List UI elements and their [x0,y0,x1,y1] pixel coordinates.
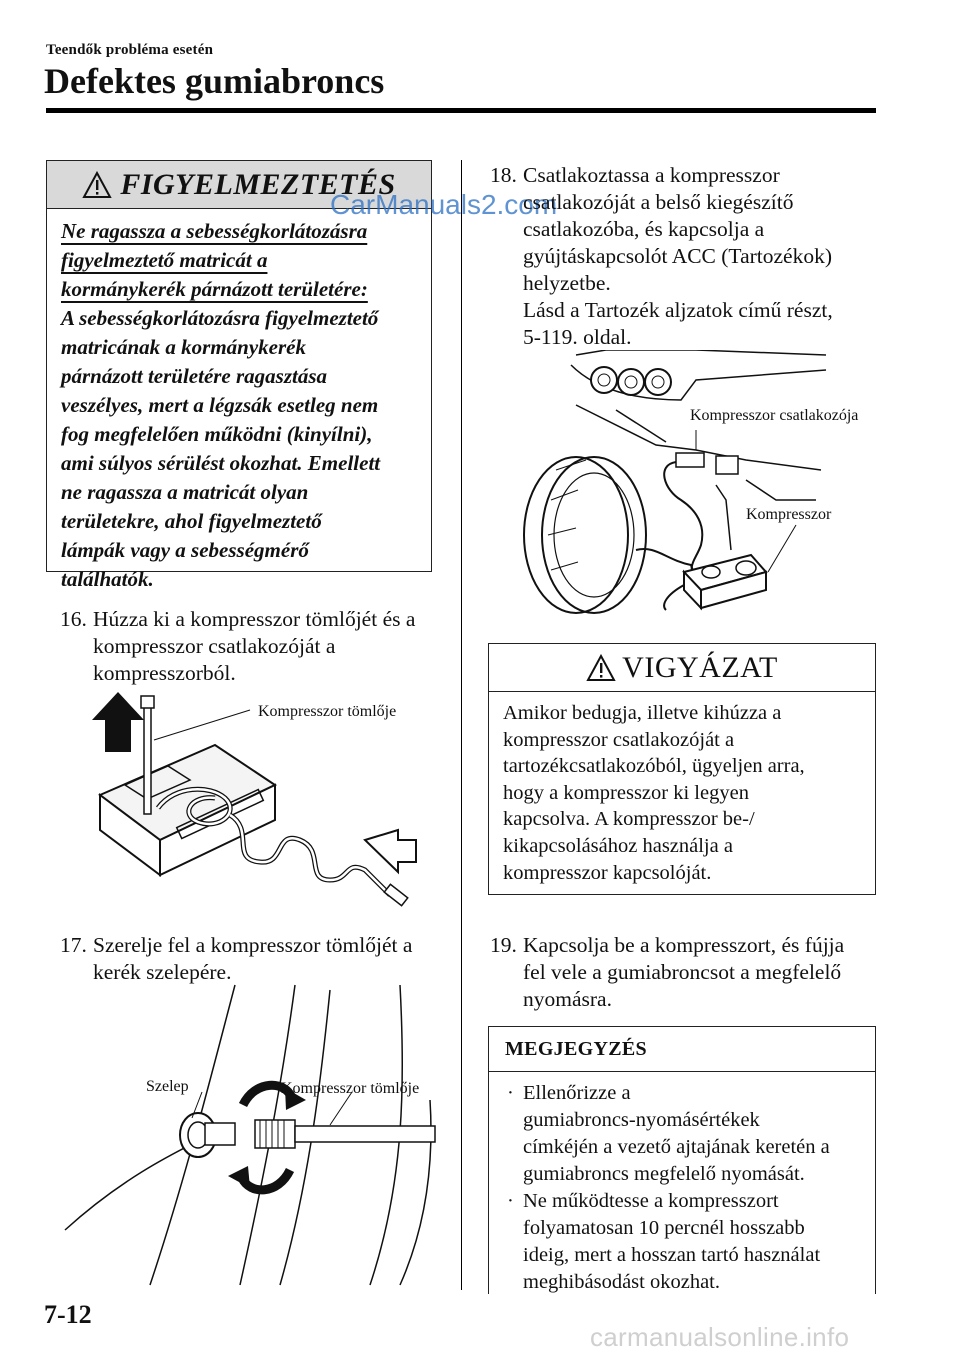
warning-line: területekre, ahol figyelmeztető [61,509,322,533]
step-line: 5-119. oldal. [523,325,632,349]
warning-text [47,209,431,594]
warning-line: Ne ragassza a sebességkorlátozásra [61,219,368,243]
step-19 [490,932,880,1013]
note-line: gumiabroncs megfelelő nyomását. [523,1163,805,1185]
valve-label: Szelep [146,1078,189,1095]
step-16 [60,606,450,687]
page-title: Defektes gumiabroncs [44,61,385,101]
caution-heading: VIGYÁZAT [622,650,778,684]
warning-triangle-icon [82,171,112,199]
note-heading: MEGJEGYZÉS [505,1037,647,1060]
hose-label: Kompresszor tömlője [281,1080,420,1097]
warning-box [46,160,432,591]
caution-line: Amikor bedugja, illetve kihúzza a [503,702,782,724]
compressor-label: Kompresszor [746,506,832,523]
step-line: Húzza ki a kompresszor tömlőjét és a [93,607,416,631]
step-line: helyzetbe. [523,271,611,295]
step-line: kerék szelepére. [93,960,232,984]
caution-line: kompresszor kapcsolóját. [503,861,712,884]
connector-label: Kompresszor csatlakozója [690,407,859,424]
warning-line: veszélyes, mert a légzsák esetleg nem [61,393,379,417]
note-line: Ellenőrizze a [523,1082,631,1104]
warning-line: figyelmeztető matricát a [61,248,268,272]
warning-line: A sebességkorlátozásra figyelmeztető [61,306,379,330]
watermark-text: CarManuals2.com [330,189,558,220]
warning-line: találhatók. [61,567,154,591]
caution-text [489,692,875,886]
section-heading: Teendők probléma esetén [46,42,214,58]
step-line: csatlakozóba, és kapcsolja a [523,217,765,241]
note-line: Ne működtesse a kompresszort [523,1190,779,1212]
page-number: 7-12 [44,1300,92,1329]
step-line: Szerelje fel a kompresszor tömlőjét a [93,933,413,957]
step-line: nyomásra. [523,987,612,1011]
note-line: gumiabroncs-nyomásértékek [523,1109,760,1131]
note-box [488,1026,876,1294]
step-line: gyújtáskapcsolót ACC (Tartozékok) [523,244,832,268]
bullet-marker: · [507,1190,514,1212]
note-line: címkéjén a vezető ajtajának keretén a [523,1136,830,1158]
caution-line: kikapcsolásához használja a [503,834,733,857]
valve-figure [60,980,455,1290]
note-bullet [503,1188,865,1296]
warning-line: matricának a kormánykerék [61,335,306,359]
caution-line: kompresszor csatlakozóját a [503,728,735,751]
warning-line: fog megfelelően működni (kinyílni), [61,422,373,446]
step-line: Csatlakoztassa a kompresszor [523,163,780,187]
warning-line: párnázott területére ragasztása [61,364,328,388]
step-line: Kapcsolja be a kompresszort, és fújja [523,933,845,957]
step-number: 16. [60,607,87,631]
step-number: 19. [490,933,517,957]
warning-line: lámpák vagy a sebességmérő [61,538,309,562]
step-number: 18. [490,163,517,187]
compressor-hose-figure [80,690,430,920]
caution-box [488,643,876,895]
caution-line: tartozékcsatlakozóból, ügyeljen arra, [503,755,805,778]
caution-line: hogy a kompresszor ki legyen [503,781,749,804]
step-line: Lásd a Tartozék aljzatok című részt, [523,298,833,322]
bullet-marker: · [507,1082,514,1104]
step-line: fel vele a gumiabroncsot a megfelelő [523,960,842,984]
note-line: folyamatosan 10 percnél hosszabb [523,1217,805,1239]
step-line: kompresszor csatlakozóját a [93,634,336,658]
footer-watermark: carmanualsonline.info [590,1322,850,1352]
hose-label: Kompresszor tömlője [258,703,397,720]
step-17 [60,932,450,986]
connector-figure [516,350,881,620]
step-18 [490,162,880,351]
note-header [489,1027,875,1072]
warning-line: ne ragassza a matricát olyan [61,480,309,504]
column-divider [461,160,462,1290]
step-number: 17. [60,933,87,957]
note-text [489,1072,875,1296]
step-line: csatlakozóját a belső kiegészítő [523,190,794,214]
caution-line: kapcsolva. A kompresszor be-/ [503,808,755,831]
warning-heading: FIGYELMEZTETÉS [120,167,396,201]
note-line: meghibásodást okozhat. [523,1271,720,1293]
header-rule [46,108,876,113]
warning-line: kormánykerék párnázott területére: [61,277,368,301]
warning-triangle-icon [586,654,616,682]
step-line: kompresszorból. [93,661,236,685]
note-bullet [503,1080,865,1188]
caution-header [489,644,875,692]
note-line: ideig, mert a hosszan tartó használat [523,1244,821,1266]
warning-line: ami súlyos sérülést okozhat. Emellett [61,451,381,475]
